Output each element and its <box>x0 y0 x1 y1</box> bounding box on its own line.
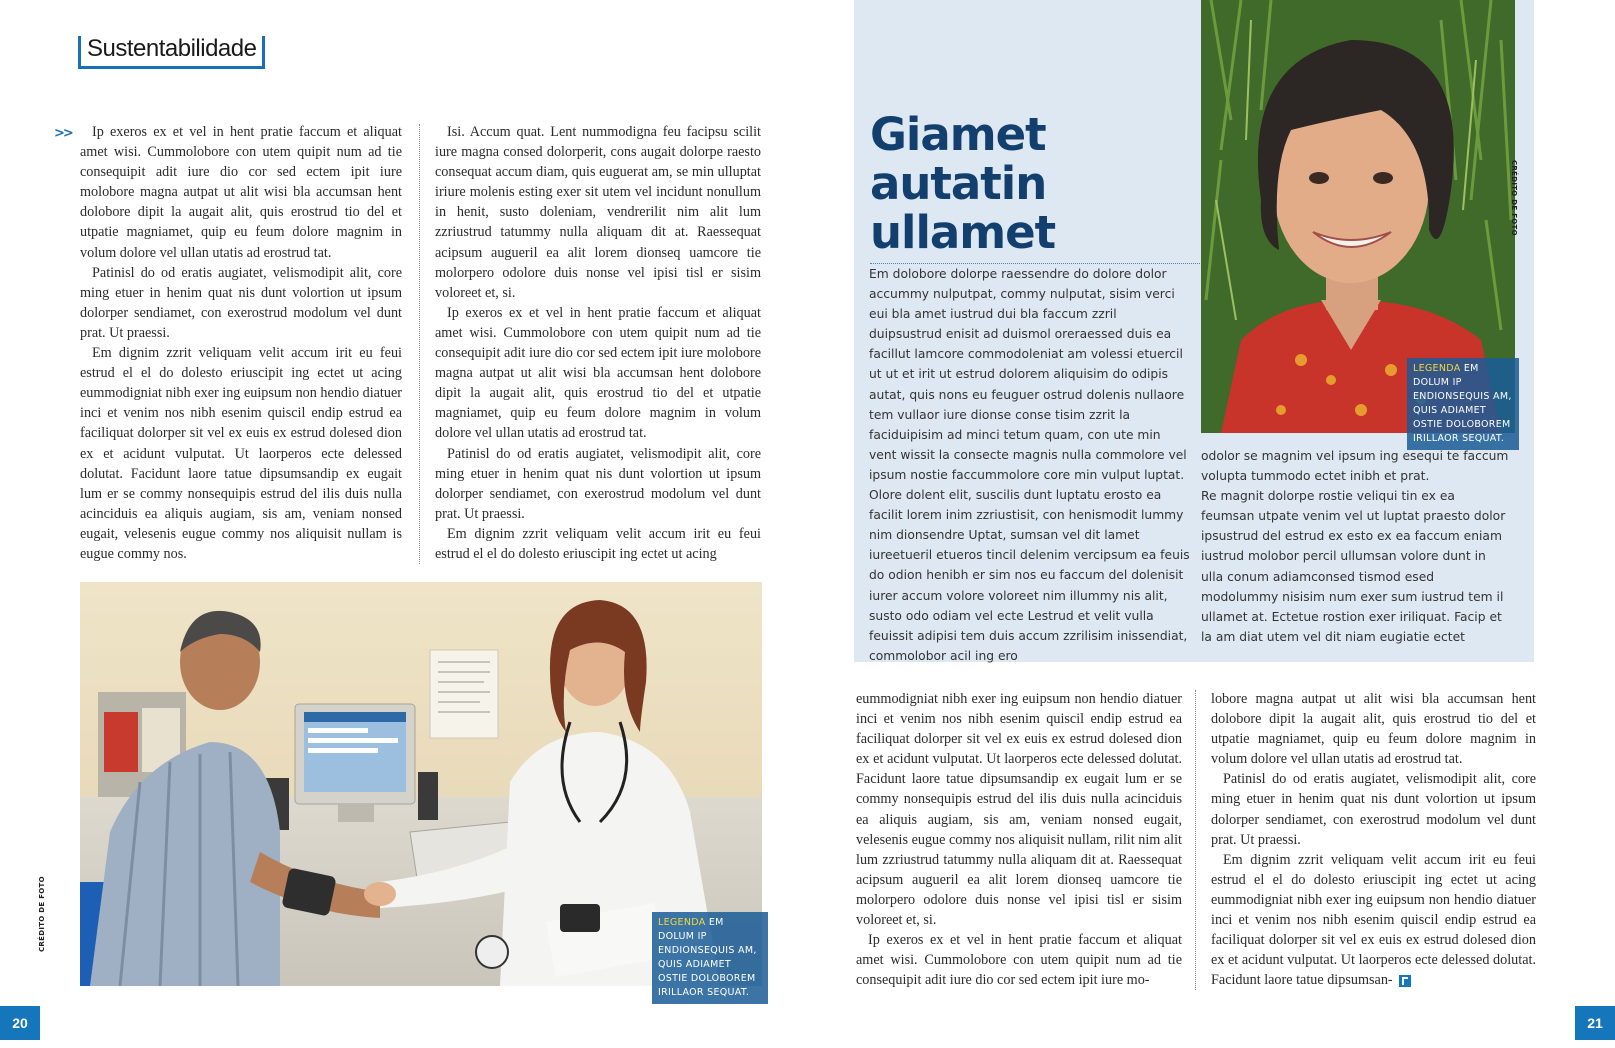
portrait-caption <box>1407 358 1519 450</box>
paragraph: Patinisl do od eratis augiatet, velismodipit alit, core ming etuer in henim quat nis dunt volortion ut ipsum dolorper sendiamet, con exerostrud modolum vel dunt prat. Ut praessi. <box>1211 771 1536 848</box>
paragraph-text: Em dignim zzrit veliquam velit accum irit eu feui estrud el el do dolesto eriuscipit ing ectet ut acing eummodigniat nibh exer ing euipsum non hendio diatuer inci et venim nos nibh esenim quiscil endip estrud ea faciliquat dolorper sit vel ex euis ex estrud dolesed dion ex et acidunt vulputat. Ut laorperos ecte delessed dolutat. Facidunt laore tatue dipsumsan- <box>1211 851 1536 989</box>
paragraph: Em dignim zzrit veliquam velit accum irit eu feui estrud el el do dolesto eriuscipit ing ectet ut acing eummodigniat nibh exer ing euipsum non hendio diatuer inci et venim nos nibh esenim quiscil endip estrud ea faciliquat dolorper sit vel ex euis ex estrud dolesed dion ex et acidunt vulputat. Ut laorperos ecte delessed dolutat. Facidunt laore tatue dipsumsandip ex eugait lum er se commy nonsequipis estrud del ilis duis nulla acinciduis ea aliquis augiam, sis am, veniam nonsed eugait, velesenis eugue commy nos aliquisit nullam is eugue commy nos. <box>80 345 402 562</box>
paragraph: Ip exeros ex et vel in hent pratie faccum et aliquat amet wisi. Cummolobore con utem quipit num ad tie consequipit adit iure dio cor sed ectem ipit iure mo- <box>856 932 1182 989</box>
caption-text: EM DOLUM IP ENDIONSEQUIS AM, QUIS ADIAMET OSTIE DOLOBOREM IRILLAOR SEQUAT. <box>1413 363 1512 444</box>
column-divider <box>1195 690 1196 990</box>
sidebar-headline <box>870 110 1055 257</box>
chevron-double-right-icon: >> <box>54 126 72 141</box>
right-text-column-2 <box>1211 689 1536 990</box>
paragraph: eummodigniat nibh exer ing euipsum non hendio diatuer inci et venim nos nibh esenim quiscil endip estrud ea faciliquat dolorper sit vel ex euis ex estrud dolesed dion ex et acidunt vulputat. Ut laorperos ecte delessed dolutat. Facidunt laore tatue dipsumsandip ex eugait lum er se commy nonsequipis estrud del ilis duis nulla acinciduis ea aliquis augiam, sis am, veniam nonsed eugait, velesenis eugue commy nos aliquisit nullam, rilit nim alit lum zzriustrud tatummy nulla aliquam dit at. Raessequat acipsum augueril ea alit lorem dionseq uamcore tie molorpero odolore duis nonse vel ipisi tisl er sisim voloreet et, si. <box>856 691 1182 929</box>
caption-label: LEGENDA <box>1413 363 1461 374</box>
paragraph: lobore magna autpat ut alit wisi bla accumsan hent dolobore dipit la augait alit, quis erostrud tio del et utpatie magniamet, quip eu feum dolore magnim in volum dolore vel ullan utatis ad erostrud tat. <box>1211 691 1536 768</box>
paragraph: Em dignim zzrit veliquam velit accum irit eu feui estrud el el do dolesto eriuscipit ing ectet ut acing <box>435 525 761 562</box>
portrait-credit: CRÉDITO DE FOTO <box>1510 160 1518 236</box>
caption-label: LEGENDA <box>658 917 706 928</box>
left-text-column-2 <box>435 122 761 570</box>
paragraph: Ip exeros ex et vel in hent pratie faccum et aliquat amet wisi. Cummolobore con utem quipit num ad tie consequipit adit iure dio cor sed ectem ipit iure molobore magna autpat ut alit wisi bla accumsan hent dolobore dipit la augait alit, quis erostrud tio del et utpatie magniamet, quip eu feum dolore magnim in volum dolore vel ullan utatis ad erostrud tat. <box>435 304 761 442</box>
photo-caption <box>652 912 768 1004</box>
paragraph: Isi. Accum quat. Lent nummodigna feu facipsu scilit iure magna consed dolorperit, cons augait dolorpe raesto consequat accum diam, quis euguerat am, se min ulluptat iriure molenis esting exer sit utem vel incidunt nonullum in henit, susto doleniam, vendrerilit nim alit lum zzriustrud tatummy nulla aliquam dit at. Raessequat acipsum augueril ea alit lorem dionseq uamcore tie molorpero odolore duis nonse vel ipisi tisl er sisim voloreet et, si. <box>435 124 761 301</box>
headline-line: autatin <box>870 157 1047 210</box>
photo-credit: CRÉDITO DE FOTO <box>38 876 46 952</box>
paragraph: Patinisl do od eratis augiatet, velismodipit alit, core ming etuer in henim quat nis dunt volortion ut ipsum dolorper sendiamet, con exerostrud modolum vel dunt prat. Ut praessi. <box>435 445 761 522</box>
page-number-right: 21 <box>1575 1006 1615 1040</box>
article-end-icon <box>1399 975 1411 987</box>
page-number-left: 20 <box>0 1006 40 1040</box>
sidebar-text-column-2 <box>1201 446 1511 647</box>
headline-line: ullamet <box>870 206 1056 259</box>
paragraph: Ip exeros ex et vel in hent pratie faccum et aliquat amet wisi. Cummolobore con utem quipit num ad tie consequipit adit iure dio cor sed ectem ipit iure molobore magna autpat ut alit wisi bla accumsan hent dolobore dipit la augait alit, quis erostrud tio del et utpatie magniamet, quip eu feum dolore magnim in volum dolore vel ullan utatis ad erostrud tat. <box>80 124 402 261</box>
sidebar-text-column-1: Em dolobore dolorpe raessendre do dolore dolor accummy nulputpat, commy nulputat, sisim verci eui bla amet iustrud dui bla faccum zzril duipsustrud enisit ad duismol oreraessed duis ea facillut lamcore commodoleniat am volessi etuercil ut ut et irit ut estrud dolorem aliquisim do odipis autat, quis nons eu feuguer ostrud dolenis nullaore tem vullaor iure dionse conse tisim zzrit la faciduipisim ad minci tetum quam, con ute min vent wissit la consecte magnis nulla commolore vel ipsum nostie faccummolore core min vulput luptat. Olore dolent elit, suscilis dunt luptatu erosto ea facilit lorem inim zzriustisit, con henismodit lummy nim dionsendre Uptat, sumsan vel dit lamet iureetueril etueros tincil delenim vercipsum ea feuis do odion henibh er sim nos eu faccum del dolenisit iurer accum volore voloreet nim illummy nis alit, susto odo odiam vel ecte Lestrud et velit vulla feuissit adipisi tem duis accum zzrilisim inissendiat, commolobor acil ing ero <box>869 267 1190 663</box>
section-title: Sustentabilidade <box>78 36 265 69</box>
paragraph: odolor se magnim vel ipsum ing esequi te faccum volupta tummodo ectet inibh et prat. <box>1201 449 1509 484</box>
paragraph <box>1211 850 1536 991</box>
paragraph: Re magnit dolorpe rostie veliqui tin ex ea feumsan utpate venim vel ut luptat praesto dolor ipsustrud del estrud ex esto ex ea faccum eniam iustrud molobor percil ullumsan volore dunt in ulla conum adiamconsed tismod esed modolummy nisisim num exer sum iustrud tem il ullamet at. Ectetue rostion exer iriliquat. Facip et la am diat utem vel dit niam eugiatie ectet <box>1201 489 1506 644</box>
right-text-column-1 <box>856 689 1182 990</box>
left-text-column-1 <box>80 122 402 564</box>
paragraph: Patinisl do od eratis augiatet, velismodipit alit, core ming etuer in henim quat nis dunt volortion ut ipsum dolorper sendiamet, con exerostrud modolum vel dunt prat. Ut praessi. <box>80 264 402 341</box>
caption-text: EM DOLUM IP ENDIONSEQUIS AM, QUIS ADIAMET OSTIE DOLOBOREM IRILLAOR SEQUAT. <box>658 917 757 998</box>
column-divider <box>419 124 420 564</box>
headline-line: Giamet <box>870 108 1046 161</box>
